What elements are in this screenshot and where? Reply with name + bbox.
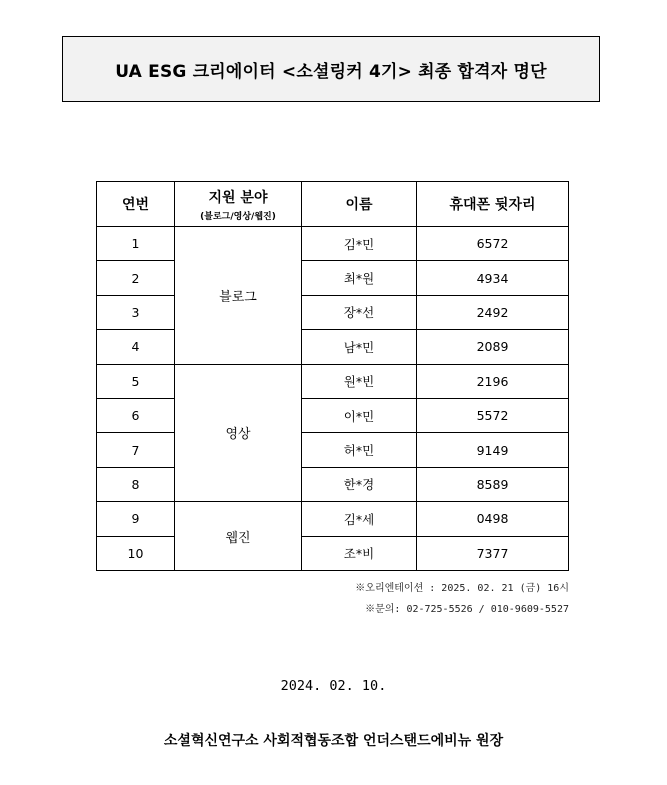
cell-no: 10 bbox=[97, 536, 175, 570]
cell-phone: 2196 bbox=[417, 364, 569, 398]
cell-name: 조*비 bbox=[302, 536, 417, 570]
cell-name: 김*세 bbox=[302, 502, 417, 536]
cell-field: 영상 bbox=[175, 364, 302, 502]
table-row bbox=[97, 295, 569, 329]
header-phone: 휴대폰 뒷자리 bbox=[417, 182, 569, 227]
cell-field: 웹진 bbox=[175, 502, 302, 571]
table-body bbox=[97, 227, 569, 571]
cell-no: 5 bbox=[97, 364, 175, 398]
cell-no: 4 bbox=[97, 330, 175, 364]
cell-no: 8 bbox=[97, 467, 175, 501]
cell-name: 허*민 bbox=[302, 433, 417, 467]
cell-phone: 6572 bbox=[417, 227, 569, 261]
cell-name: 남*민 bbox=[302, 330, 417, 364]
table-row bbox=[97, 502, 569, 536]
cell-phone: 0498 bbox=[417, 502, 569, 536]
table-row bbox=[97, 398, 569, 432]
cell-no: 7 bbox=[97, 433, 175, 467]
cell-no: 9 bbox=[97, 502, 175, 536]
roster-table bbox=[96, 181, 569, 571]
cell-name: 한*경 bbox=[302, 467, 417, 501]
table-row bbox=[97, 536, 569, 570]
header-field bbox=[175, 182, 302, 227]
cell-no: 3 bbox=[97, 295, 175, 329]
cell-phone: 9149 bbox=[417, 433, 569, 467]
notes bbox=[355, 578, 569, 620]
cell-field: 블로그 bbox=[175, 227, 302, 365]
table-row bbox=[97, 433, 569, 467]
header-name: 이름 bbox=[302, 182, 417, 227]
cell-phone: 8589 bbox=[417, 467, 569, 501]
cell-name: 장*선 bbox=[302, 295, 417, 329]
header-no: 연번 bbox=[97, 182, 175, 227]
header-field-label: 지원 분야 bbox=[208, 189, 268, 206]
table-row bbox=[97, 261, 569, 295]
table-row bbox=[97, 330, 569, 364]
cell-name: 최*원 bbox=[302, 261, 417, 295]
cell-no: 1 bbox=[97, 227, 175, 261]
cell-phone: 2492 bbox=[417, 295, 569, 329]
table-row bbox=[97, 467, 569, 501]
cell-no: 6 bbox=[97, 398, 175, 432]
header-field-sub: (블로그/영상/웹진) bbox=[200, 211, 276, 222]
table-header-row bbox=[97, 182, 569, 227]
cell-phone: 5572 bbox=[417, 398, 569, 432]
table-row bbox=[97, 364, 569, 398]
cell-name: 원*빈 bbox=[302, 364, 417, 398]
cell-no: 2 bbox=[97, 261, 175, 295]
cell-name: 이*민 bbox=[302, 398, 417, 432]
cell-phone: 2089 bbox=[417, 330, 569, 364]
cell-name: 김*민 bbox=[302, 227, 417, 261]
signature: 소셜혁신연구소 사회적협동조합 언더스탠드에비뉴 원장 bbox=[163, 733, 504, 749]
document-title: UA ESG 크리에이터 <소셜링커 4기> 최종 합격자 명단 bbox=[115, 61, 547, 82]
note-contact: ※문의: 02-725-5526 / 010-9609-5527 bbox=[365, 604, 569, 615]
cell-phone: 4934 bbox=[417, 261, 569, 295]
cell-phone: 7377 bbox=[417, 536, 569, 570]
document-date: 2024. 02. 10. bbox=[280, 678, 387, 694]
title-box bbox=[62, 36, 600, 102]
note-orientation: ※오리엔테이션 : 2025. 02. 21 (금) 16시 bbox=[355, 583, 569, 594]
table-row bbox=[97, 227, 569, 261]
